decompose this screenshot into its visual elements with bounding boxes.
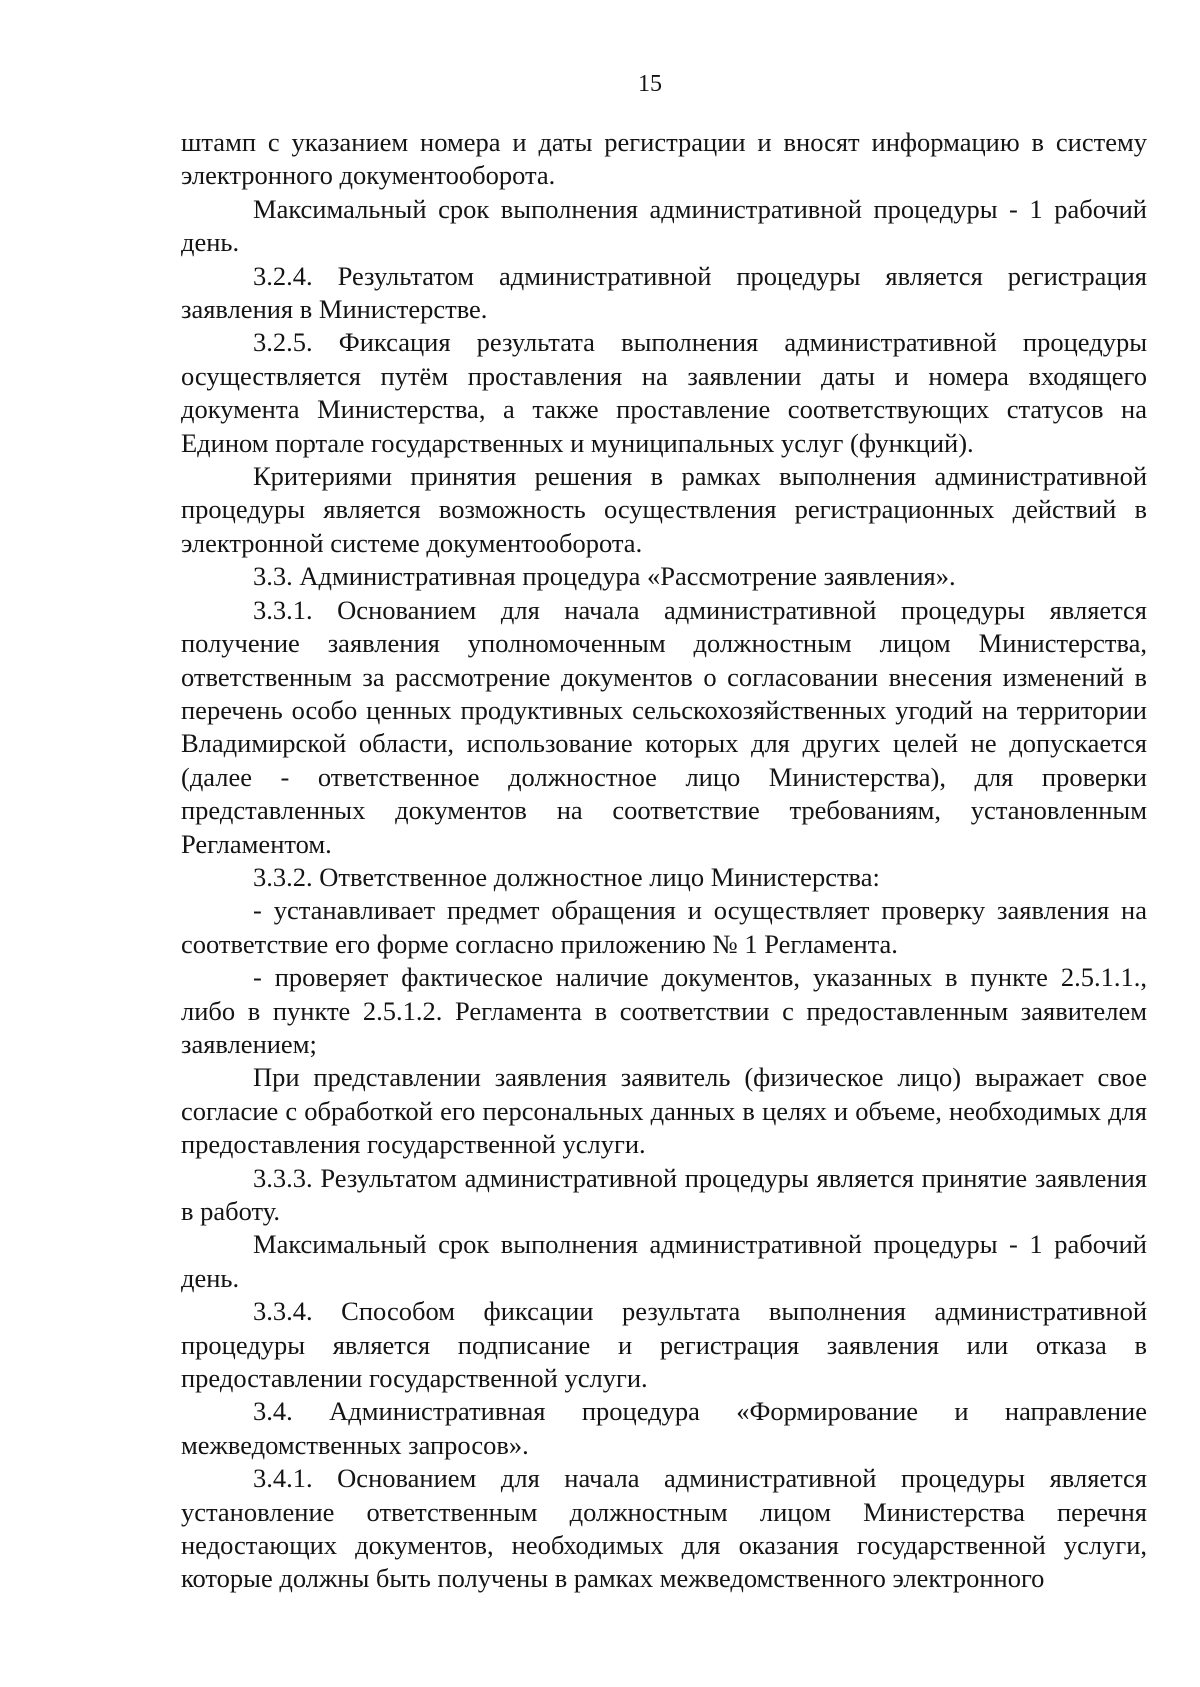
page-number: 15 (638, 71, 662, 97)
paragraph-3-3-4: 3.3.4. Способом фиксации результата выполнения административной процедуры является подписание и регистрация заявления или отказа в предоставлении государственной услуги. (181, 1296, 1147, 1394)
paragraph-3-3: 3.3. Административная процедура «Рассмотрение заявления». (253, 561, 956, 592)
paragraph-3-3-2-item-2: - проверяет фактическое наличие документов, указанных в пункте 2.5.1.1., либо в пункте 2.5.1.2. Регламента в соответствии с предоставленным заявителем заявлением; (181, 962, 1147, 1059)
paragraph-3-4: 3.4. Административная процедура «Формирование и направление межведомственных запросов». (181, 1396, 1147, 1460)
paragraph-3-3-2-item-1: - устанавливает предмет обращения и осуществляет проверку заявления на соответствие его форме согласно приложению № 1 Регламента. (181, 895, 1147, 959)
paragraph-3-3-1: 3.3.1. Основанием для начала административной процедуры является получение заявления уполномоченным должностным лицом Министерства, ответственным за рассмотрение документов о согласовании внесения изменений в перечень особо ценных продуктивных сельскохозяйственных угодий на территории Владимирской области, использование которых для других целей не допускается (далее - ответственное должностное лицо Министерства), для проверки представленных документов на соответствие требованиям, установленным Регламентом. (181, 594, 1147, 859)
paragraph-3-4-1: 3.4.1. Основанием для начала административной процедуры является установление ответственным должностным лицом Министерства перечня недостающих документов, необходимых для оказания государственной услуги, которые должны быть получены в рамках межведомственного электронного (181, 1463, 1147, 1594)
paragraph-continuation: штамп с указанием номера и даты регистрации и вносят информацию в систему электронного документооборота. (181, 127, 1147, 191)
document-body (181, 126, 1147, 1596)
paragraph-max-term-2: Максимальный срок выполнения административной процедуры - 1 рабочий день. (181, 1229, 1147, 1293)
paragraph-3-2-5: 3.2.5. Фиксация результата выполнения административной процедуры осуществляется путём проставления на заявлении даты и номера входящего документа Министерства, а также проставление соответствующих статусов на Едином портале государственных и муниципальных услуг (функций). (181, 327, 1147, 458)
paragraph-3-3-2: 3.3.2. Ответственное должностное лицо Министерства: (253, 861, 880, 892)
paragraph-decision-criteria: Критериями принятия решения в рамках выполнения административной процедуры является возможность осуществления регистрационных действий в электронной системе документооборота. (181, 461, 1147, 558)
paragraph-personal-data-consent: При представлении заявления заявитель (физическое лицо) выражает свое согласие с обработкой его персональных данных в целях и объеме, необходимых для предоставления государственной услуги. (181, 1062, 1147, 1160)
paragraph-3-2-4: 3.2.4. Результатом административной процедуры является регистрация заявления в Министерстве. (181, 260, 1147, 325)
paragraph-3-3-3: 3.3.3. Результатом административной процедуры является принятие заявления в работу. (181, 1162, 1147, 1226)
paragraph-max-term-1: Максимальный срок выполнения административной процедуры - 1 рабочий день. (181, 193, 1147, 258)
